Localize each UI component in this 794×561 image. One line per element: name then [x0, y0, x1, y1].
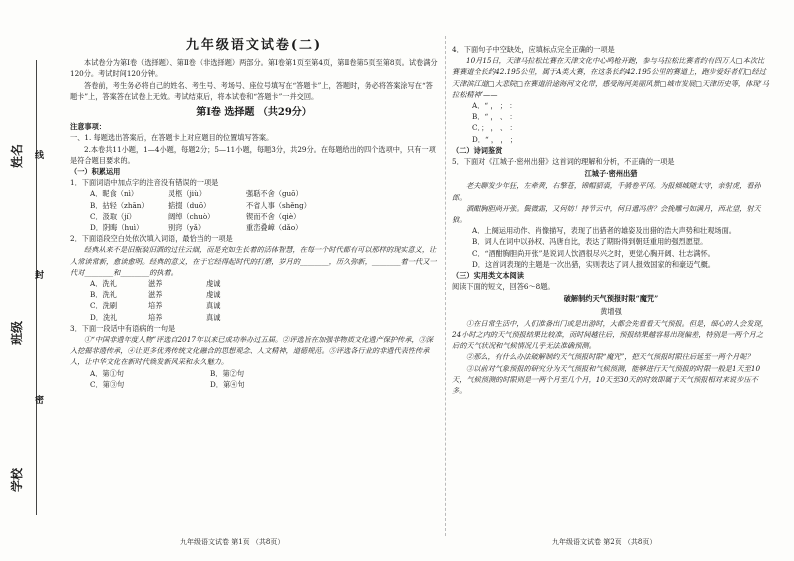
notice-label: 注意事项： [70, 122, 106, 132]
question-2-option-a: A．洗礼 滋养 虔诚 [90, 279, 221, 289]
page-2-footer: 九年级语文试卷 第2页 （共8页） [552, 538, 657, 546]
article-title: 破解制约天气预报时限“魔咒” [563, 294, 659, 304]
page-1 [70, 40, 438, 390]
question-2-stem: 2．下面语段空白处依次填入词语，最恰当的一项是 [70, 234, 233, 244]
question-2-passage: 经典从来不是旧瓶装旧酒的过往云烟，而是充如生长着的活体智慧，在每一个时代都有可以那样的现实意义，让人常读常新，愈读愈明。经典的意义，在于它经得起时代的打磨，岁月的________，历久弥新，________着一代又一代对________和________的执着。 [70, 245, 437, 277]
intro-paragraph: 答卷前，考生务必将自己的姓名、考生号、考场号、座位号填写在“答题卡”上，答题时，务必将答案涂写在“答题卡”上，答案答在试卷上无效。考试结束后，将本试卷和“答题卡”一并交回。 [70, 80, 433, 101]
question-5-option-c: C．“酒酣胸胆尚开张”是说词人饮酒很尽兴之时，更觉心胸开阔、壮志满怀。 [472, 248, 715, 258]
question-4-passage: 10月15日，天津马拉松比赛在天津文化中心鸣枪开跑，参与马拉松比赛者约有四万人□本次比赛赛道全长约42.195公里，属于A类大赛，在这条长约42.195公里的赛道上，跑步爱好者们□经过天津滨江道□大悲院□在赛道沿途海河文化带，感受海河美丽风景□城市发展□天津历史等，体现‘马拉松精神’—— [452, 56, 769, 99]
question-1-option-a: A．昵食（nì） 灵柩（jiù） 强聒不舍（guō） [90, 189, 303, 199]
exam-title: 九年级语文试卷(二) [185, 38, 323, 53]
question-3-option-b: B．第②句 [210, 368, 245, 378]
reading-instruction: 阅读下面的短文，回答6～8题。 [452, 282, 555, 292]
seal-mark-seal: 封 [33, 270, 43, 279]
question-4-option-d: D．“ ， ， ； [472, 134, 518, 144]
question-4-option-c: C．； ， 、 ： [472, 123, 517, 133]
poem-title: 江城子·密州出猎 [584, 169, 638, 179]
seal-mark-line: 线 [33, 150, 43, 159]
section-title: 第Ⅰ卷 选择题 （共29分） [196, 107, 312, 119]
question-3-option-c: C．第③句 [90, 379, 125, 389]
article-author: 黄增强 [600, 306, 622, 316]
question-5-option-d: D．这首词表现的主题是一次出猎，实则表达了词人报效国家的和豪迈气概。 [472, 259, 715, 269]
question-3-passage: ①“中国非遗年度人物”评选自2017年以来已成功举办过五届。②评选旨在加强非物质文化遗产保护传承，③深入挖掘非遗传承，④让更多优秀传统文化融合的思想观念、人文精神，道德规范。⑤评选各行业的非遗代表性传承人，让中华文化在新时代焕发新风采和永久魅力。 [70, 335, 434, 367]
article-paragraph: ①在日常生活中，人们准备出门或是出游时，大都会先看看天气预报。但是，细心的人会发现，24小时之内的天气预报结果比较准，而时间越往后，预报结果越容易出现偏差，特别是一两个月之后的天气状况和气候情况几乎无法准确预测。 [452, 318, 768, 351]
school-label: 学校 [10, 467, 24, 492]
intro-paragraph: 本试卷分为第Ⅰ卷（选择题）、第Ⅱ卷（非选择题）两部分。第Ⅰ卷第1页至第4页，第Ⅱ卷第5页至第8页。试卷满分120分。考试时间120分钟。 [70, 58, 438, 79]
page-1-footer: 九年级语文试卷 第1页 （共8页） [180, 538, 285, 546]
question-5-option-b: B．词人在词中以孙权、冯唐自比，表达了期盼得到朝廷重用的强烈愿望。 [472, 237, 708, 247]
question-1-option-c: C．汲取（jí） 阔绰（chuò） 锲而不舍（qiè） [90, 211, 301, 221]
page-2 [452, 44, 770, 396]
question-3-option-d: D．第④句 [210, 379, 245, 389]
question-5-option-a: A．上阕运用动作、肖像描写，表现了出猎者的雄姿及出猎的浩大声势和壮观场面。 [472, 226, 736, 236]
binding-margin [0, 0, 62, 561]
part-heading: （三）实用类文本阅读 [452, 271, 524, 281]
binding-line [36, 60, 37, 515]
page-divider [445, 36, 446, 536]
article-paragraph: ②那么，有什么办法破解制约天气预报时限“魔咒”，把天气预报时限往后延至一两个月呢？ [466, 352, 754, 362]
question-1-stem: 1．下面词语中加点字的注音没有错误的一项是 [70, 178, 219, 188]
question-4-option-b: B．“ ， 、 ： [472, 112, 517, 122]
poem-stanza: 酒酣胸胆尚开张。鬓微霜，又何妨！持节云中，何日遣冯唐？会挽雕弓如满月，西北望，射天狼。 [452, 203, 761, 225]
question-4-option-a: A．“ ， ； ： [472, 101, 517, 111]
question-3-options-row [70, 379, 438, 390]
notice-item: 2.本卷共11小题，1—4小题，每题2分；5—11小题，每题3分，共29分。在每题给出的四个选项中，只有一项是符合题目要求的。 [70, 144, 436, 165]
part-heading: （一）积累运用 [70, 167, 121, 177]
question-2-option-b: B．洗礼 滋养 虔诚 [90, 290, 221, 300]
part-heading: （二）诗词鉴赏 [452, 145, 503, 155]
poem-stanza: 老夫聊发少年狂，左牵黄，右擎苍，锦帽貂裘，千骑卷平冈。为报倾城随太守，亲射虎，看孙郎。 [452, 181, 761, 202]
name-label: 姓名 [10, 143, 24, 168]
question-3-option-a: A．第①句 [90, 368, 124, 378]
question-4-stem: 4．下面句子中空缺处，应填标点完全正确的一项是 [452, 45, 615, 54]
question-1-option-b: B．拈轻（zhān） 掂掇（duō） 不省人事（shěng） [90, 200, 311, 210]
notice-item: 一、1. 每题选出答案后，在答题卡上对应题目的位置填写答案。 [70, 133, 274, 143]
class-label: 班级 [10, 320, 24, 345]
seal-mark-secret: 密 [33, 395, 43, 404]
article-paragraph: ③以前对气象预报的研究分为天气预报和气候预测，能够进行天气预报的时限一般是1天至10天，气候预测的时限则是一两个月至几个月，10天至30天的时效即属于天气预报相对来说步压不多。 [452, 363, 761, 396]
question-3-stem: 3．下面一段话中有语病的一句是 [70, 323, 176, 333]
question-2-option-c: C．洗刷 培养 真诚 [90, 301, 221, 311]
question-3-options-row [70, 368, 438, 379]
question-1-option-d: D．阴晦（huì） 别窍（yǎ） 重峦叠嶂（dǎo） [90, 223, 303, 233]
question-2-option-d: D．洗礼 培养 真诚 [90, 312, 221, 322]
question-5-stem: 5．下面对《江城子·密州出猎》这首词的理解和分析，不正确的一项是 [452, 157, 675, 167]
